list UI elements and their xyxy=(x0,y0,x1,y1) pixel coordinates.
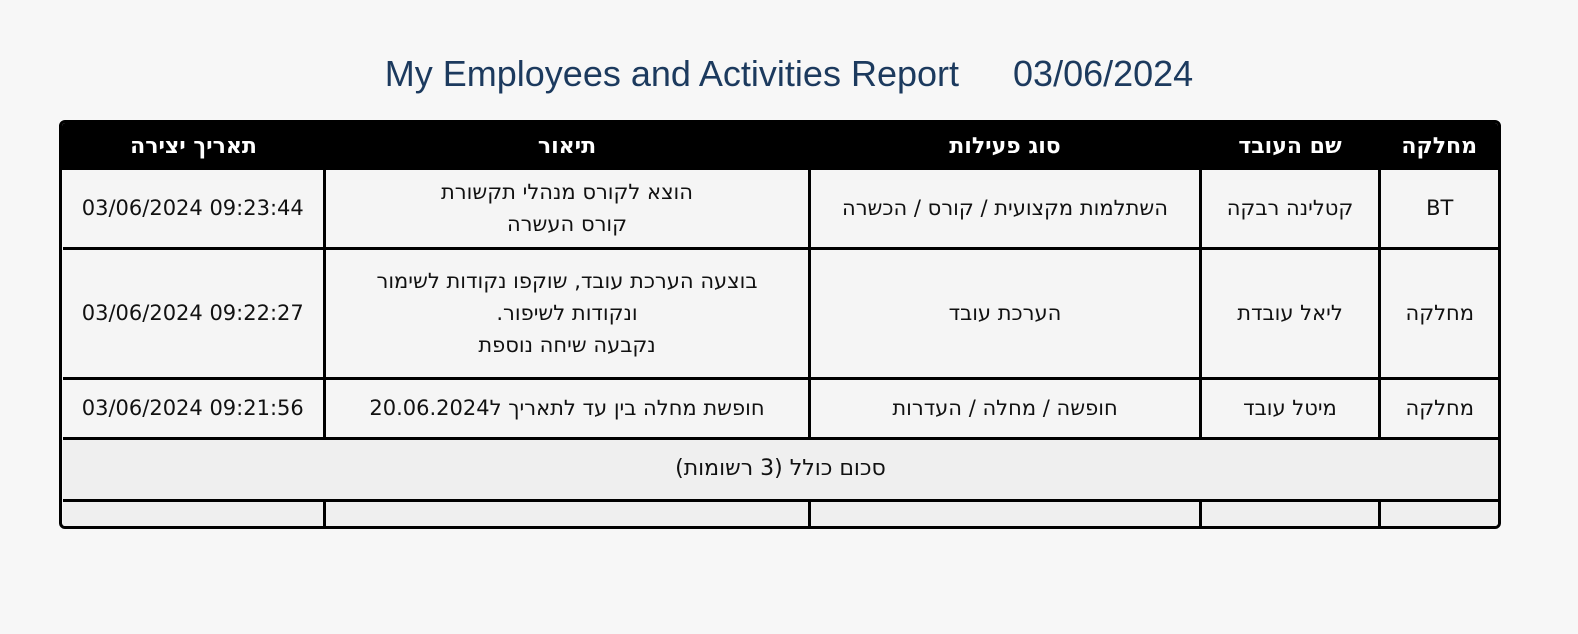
table-row xyxy=(63,378,1499,438)
cell-created-date xyxy=(63,170,325,248)
cell-activity-type: חופשה / מחלה / העדרות xyxy=(810,378,1201,438)
activities-table xyxy=(59,120,1501,529)
cell-department: מחלקה xyxy=(1380,378,1499,438)
cell-activity-type: השתלמות מקצועית / קורס / הכשרה xyxy=(810,170,1201,248)
cell-description xyxy=(325,170,810,248)
empty-cell xyxy=(810,500,1201,526)
empty-cell xyxy=(325,500,810,526)
report-date: 03/06/2024 xyxy=(1013,53,1194,94)
header-activity-type[interactable]: סוג פעילות xyxy=(810,123,1201,170)
description-line: חופשת מחלה בין עד לתאריך ל20.06.2024 xyxy=(369,396,765,420)
description-line: ונקודות לשיפור. xyxy=(496,301,638,325)
cell-description xyxy=(325,378,810,438)
table-header-row xyxy=(63,123,1499,170)
report-title: My Employees and Activities Report xyxy=(384,53,960,94)
description-line: בוצעה הערכת עובד, שוקפו נקודות לשימור xyxy=(376,269,758,293)
header-description[interactable]: תיאור xyxy=(325,123,810,170)
description-line: הוצא לקורס מנהלי תקשורת xyxy=(441,180,693,205)
total-records-label: סכום כולל (3 רשומות) xyxy=(63,438,1499,500)
empty-cell xyxy=(63,500,325,526)
header-department[interactable]: מחלקה xyxy=(1380,123,1499,170)
description-line: נקבעה שיחה נוספת xyxy=(478,333,656,357)
cell-employee-name: קטלינה רבקה xyxy=(1201,170,1380,248)
table-total-row xyxy=(63,438,1499,500)
cell-description xyxy=(325,248,810,378)
header-employee-name[interactable]: שם העובד xyxy=(1201,123,1380,170)
created-date-value: 03/06/2024 09:23:44 xyxy=(81,196,304,221)
cell-department: מחלקה xyxy=(1380,248,1499,378)
cell-activity-type: הערכת עובד xyxy=(810,248,1201,378)
cell-created-date xyxy=(63,248,325,378)
cell-employee-name: ליאל עובדת xyxy=(1201,248,1380,378)
table-row xyxy=(63,170,1499,248)
header-created-date[interactable]: תאריך יצירה xyxy=(63,123,325,170)
cell-created-date xyxy=(63,378,325,438)
empty-cell xyxy=(1201,500,1380,526)
table-row xyxy=(63,248,1499,378)
cell-employee-name: מיטל עובד xyxy=(1201,378,1380,438)
description-line: קורס העשרה xyxy=(506,212,628,237)
created-date-value: 03/06/2024 09:21:56 xyxy=(81,396,304,420)
report-header xyxy=(0,50,1578,98)
empty-cell xyxy=(1380,500,1499,526)
table-empty-row xyxy=(63,500,1499,526)
created-date-value: 03/06/2024 09:22:27 xyxy=(81,301,304,325)
cell-department: BT xyxy=(1380,170,1499,248)
